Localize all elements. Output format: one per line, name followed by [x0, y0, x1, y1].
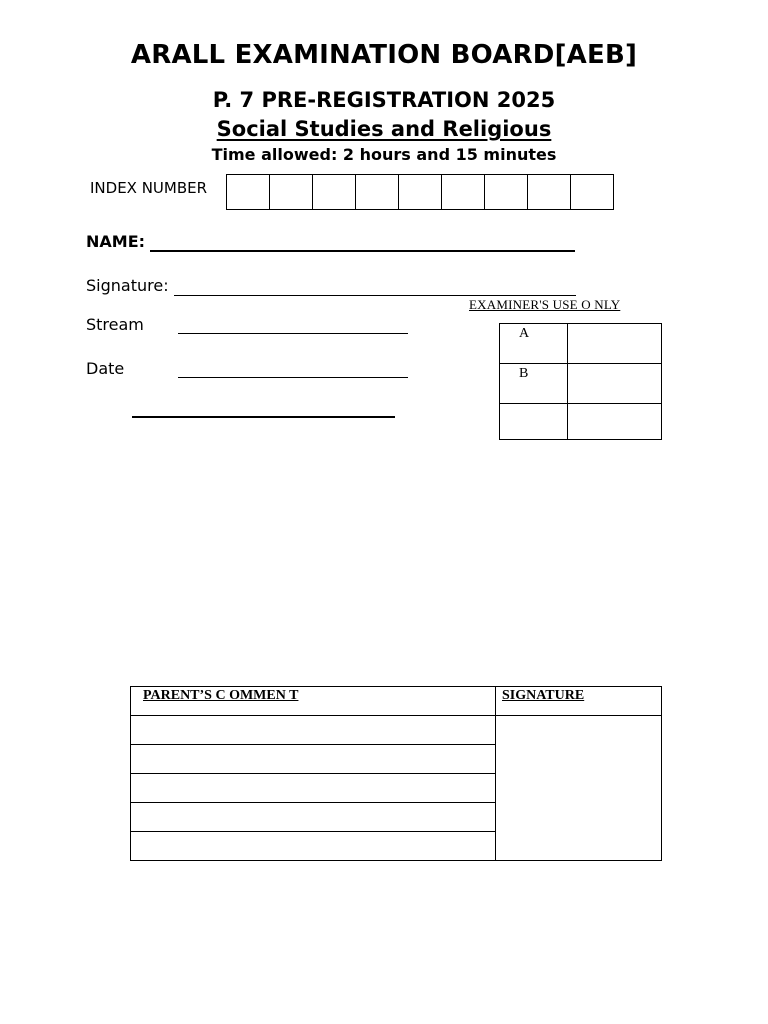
examiner-section-label [500, 404, 568, 440]
signature-label: Signature: [86, 276, 169, 295]
name-field[interactable] [150, 250, 575, 252]
parents-comment-table [130, 686, 662, 861]
examiner-score-cell[interactable] [568, 404, 662, 440]
examiner-section-label: B [500, 364, 568, 404]
parent-comment-header-cell [131, 687, 496, 716]
index-number-label: INDEX NUMBER [90, 179, 208, 197]
index-digit-box[interactable] [312, 174, 356, 210]
signature-header-cell [496, 687, 662, 716]
stream-field[interactable] [178, 333, 408, 334]
examiner-section-label: A [500, 324, 568, 364]
signature-header: SIGNATURE [502, 688, 585, 703]
table-header-row [131, 687, 662, 716]
page-title: ARALL EXAMINATION BOARD[AEB] [130, 40, 638, 70]
parent-comment-line[interactable] [131, 774, 496, 803]
index-digit-box[interactable] [226, 174, 270, 210]
name-label: NAME: [86, 232, 146, 251]
parent-comment-header: PARENT’S C OMMEN T [143, 688, 299, 703]
time-allowed: Time allowed: 2 hours and 15 minutes [211, 145, 557, 164]
table-row [500, 404, 662, 440]
signature-field[interactable] [174, 295, 576, 296]
table-row [500, 364, 662, 404]
parent-signature-cell[interactable] [496, 716, 662, 861]
subject-text: Social Studies and Religious [216, 117, 552, 141]
examiner-score-cell[interactable] [568, 324, 662, 364]
table-row [500, 324, 662, 364]
index-digit-box[interactable] [355, 174, 399, 210]
exam-subtitle: P. 7 PRE-REGISTRATION 2025 [212, 88, 556, 112]
blank-line[interactable] [132, 416, 395, 418]
examiners-use-label: EXAMINER'S USE O NLY [469, 297, 621, 312]
parent-comment-line[interactable] [131, 803, 496, 832]
index-number-boxes[interactable] [226, 174, 614, 210]
parent-comment-line[interactable] [131, 832, 496, 861]
date-label: Date [86, 359, 125, 378]
parent-comment-line[interactable] [131, 716, 496, 745]
examiner-score-cell[interactable] [568, 364, 662, 404]
index-digit-box[interactable] [441, 174, 485, 210]
index-digit-box[interactable] [570, 174, 614, 210]
date-field[interactable] [178, 377, 408, 378]
examiners-use-table [499, 323, 662, 440]
index-digit-box[interactable] [527, 174, 571, 210]
table-row [131, 716, 662, 745]
index-digit-box[interactable] [269, 174, 313, 210]
index-digit-box[interactable] [398, 174, 442, 210]
index-digit-box[interactable] [484, 174, 528, 210]
parent-comment-line[interactable] [131, 745, 496, 774]
stream-label: Stream [86, 315, 144, 334]
subject-title [0, 117, 768, 141]
